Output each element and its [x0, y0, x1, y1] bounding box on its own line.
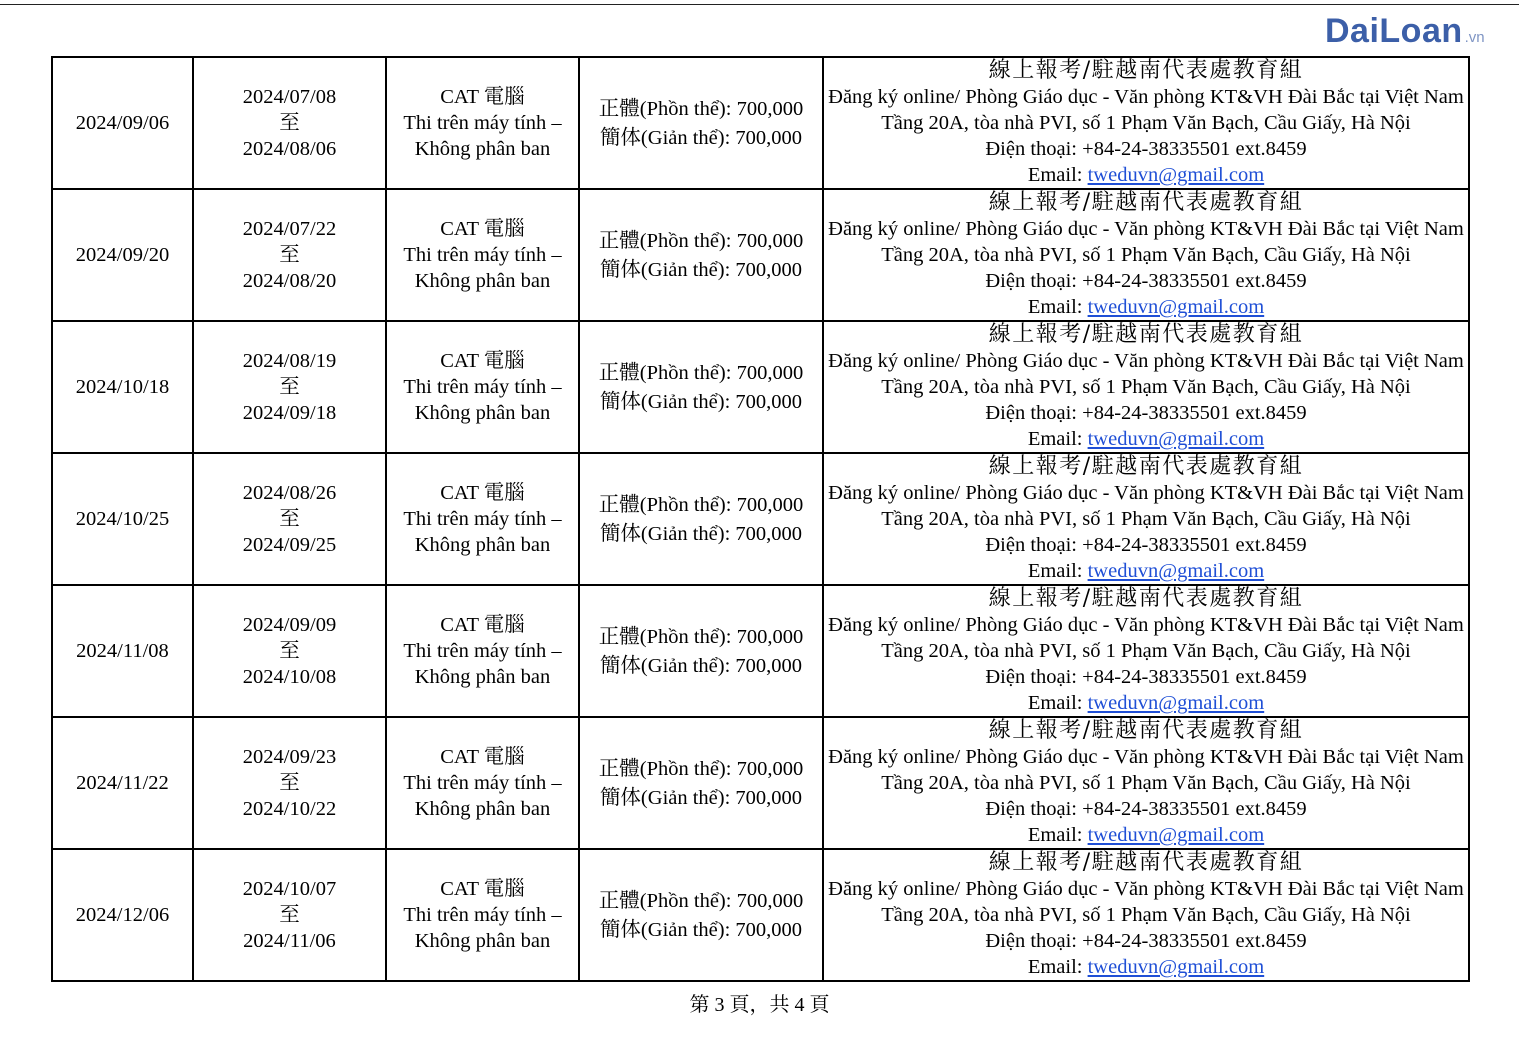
table-row: [52, 717, 1469, 849]
email-link[interactable]: tweduvn@gmail.com: [1087, 956, 1265, 978]
registration-start: 2024/10/07: [242, 878, 337, 900]
contact-cell: [823, 321, 1469, 453]
contact-office: Đăng ký online/ Phòng Giáo dục - Văn phòng KT&VH Đài Bắc tại Việt Nam: [828, 878, 1464, 900]
exam-type-name: CAT 電腦: [440, 878, 525, 900]
exam-schedule-table: [51, 56, 1470, 982]
exam-type-cell: [386, 189, 579, 321]
registration-end: 2024/10/08: [242, 666, 337, 688]
registration-period-cell: [193, 57, 386, 189]
fee-traditional: 正體(Phồn thể): 700,000: [598, 229, 804, 252]
registration-start: 2024/08/19: [242, 350, 337, 372]
page-number: 第 3 頁，共 4 頁: [689, 994, 830, 1016]
contact-heading: 線上報考/駐越南代表處教育組: [988, 58, 1304, 83]
exam-date-cell: [52, 453, 193, 585]
contact-address: Tầng 20A, tòa nhà PVI, số 1 Phạm Văn Bạch, Cầu Giấy, Hà Nội: [881, 244, 1411, 266]
contact-email-line: [824, 558, 1468, 584]
registration-end: 2024/09/25: [242, 534, 337, 556]
exam-type-cell: [386, 57, 579, 189]
fee-cell: [579, 453, 823, 585]
contact-office: Đăng ký online/ Phòng Giáo dục - Văn phòng KT&VH Đài Bắc tại Việt Nam: [828, 86, 1464, 108]
exam-date-cell: [52, 849, 193, 981]
exam-type-name: CAT 電腦: [440, 86, 525, 108]
table-row: [52, 585, 1469, 717]
exam-type-cell: [386, 717, 579, 849]
fee-traditional: 正體(Phồn thể): 700,000: [598, 889, 804, 912]
exam-type-cell: [386, 321, 579, 453]
contact-email-line: [824, 426, 1468, 452]
table-row: [52, 849, 1469, 981]
fee-simplified: 簡体(Giản thể): 700,000: [599, 390, 803, 413]
registration-to: 至: [279, 640, 300, 662]
fee-cell: [579, 57, 823, 189]
top-rule: [0, 4, 1519, 5]
registration-start: 2024/07/08: [242, 86, 337, 108]
contact-cell: [823, 585, 1469, 717]
registration-end: 2024/09/18: [242, 402, 337, 424]
exam-type-desc: Thi trên máy tính –: [403, 904, 562, 926]
contact-office: Đăng ký online/ Phòng Giáo dục - Văn phòng KT&VH Đài Bắc tại Việt Nam: [828, 614, 1464, 636]
contact-phone: Điện thoại: +84-24-38335501 ext.8459: [985, 534, 1307, 556]
email-label: Email:: [1027, 956, 1088, 978]
email-label: Email:: [1027, 164, 1088, 186]
dailoan-logo[interactable]: [1325, 12, 1485, 52]
fee-cell: [579, 717, 823, 849]
exam-type-note: Không phân ban: [414, 534, 551, 556]
fee-cell: [579, 849, 823, 981]
registration-end: 2024/08/06: [242, 138, 337, 160]
contact-cell: [823, 57, 1469, 189]
registration-to: 至: [279, 376, 300, 398]
fee-simplified: 簡体(Giản thể): 700,000: [599, 126, 803, 149]
exam-date-cell: [52, 57, 193, 189]
contact-phone: Điện thoại: +84-24-38335501 ext.8459: [985, 402, 1307, 424]
table-row: [52, 321, 1469, 453]
contact-address: Tầng 20A, tòa nhà PVI, số 1 Phạm Văn Bạch, Cầu Giấy, Hà Nội: [881, 508, 1411, 530]
contact-heading: 線上報考/駐越南代表處教育組: [988, 454, 1304, 479]
contact-heading: 線上報考/駐越南代表處教育組: [988, 718, 1304, 743]
exam-date-cell: [52, 321, 193, 453]
contact-office: Đăng ký online/ Phòng Giáo dục - Văn phòng KT&VH Đài Bắc tại Việt Nam: [828, 218, 1464, 240]
exam-type-note: Không phân ban: [414, 270, 551, 292]
contact-address: Tầng 20A, tòa nhà PVI, số 1 Phạm Văn Bạch, Cầu Giấy, Hà Nội: [881, 904, 1411, 926]
contact-phone: Điện thoại: +84-24-38335501 ext.8459: [985, 666, 1307, 688]
contact-heading: 線上報考/駐越南代表處教育組: [988, 586, 1304, 611]
contact-email-line: [824, 954, 1468, 980]
exam-date-cell: [52, 189, 193, 321]
email-link[interactable]: tweduvn@gmail.com: [1087, 164, 1265, 186]
contact-heading: 線上報考/駐越南代表處教育組: [988, 850, 1304, 875]
contact-address: Tầng 20A, tòa nhà PVI, số 1 Phạm Văn Bạch, Cầu Giấy, Hà Nội: [881, 376, 1411, 398]
contact-cell: [823, 849, 1469, 981]
contact-phone: Điện thoại: +84-24-38335501 ext.8459: [985, 930, 1307, 952]
registration-period-cell: [193, 585, 386, 717]
fee-cell: [579, 189, 823, 321]
exam-type-name: CAT 電腦: [440, 350, 525, 372]
fee-traditional: 正體(Phồn thể): 700,000: [598, 757, 804, 780]
exam-type-name: CAT 電腦: [440, 482, 525, 504]
contact-office: Đăng ký online/ Phòng Giáo dục - Văn phòng KT&VH Đài Bắc tại Việt Nam: [828, 350, 1464, 372]
exam-type-name: CAT 電腦: [440, 218, 525, 240]
table-row: [52, 189, 1469, 321]
email-link[interactable]: tweduvn@gmail.com: [1087, 824, 1265, 846]
exam-date: 2024/09/20: [75, 244, 170, 266]
contact-office: Đăng ký online/ Phòng Giáo dục - Văn phòng KT&VH Đài Bắc tại Việt Nam: [828, 746, 1464, 768]
exam-type-cell: [386, 849, 579, 981]
logo-brand: DaiLoan: [1325, 12, 1463, 50]
exam-type-cell: [386, 585, 579, 717]
exam-date: 2024/11/22: [76, 772, 169, 794]
exam-date: 2024/11/08: [76, 640, 169, 662]
contact-heading: 線上報考/駐越南代表處教育組: [988, 322, 1304, 347]
registration-start: 2024/09/09: [242, 614, 337, 636]
exam-date: 2024/10/18: [75, 376, 170, 398]
fee-cell: [579, 321, 823, 453]
contact-cell: [823, 717, 1469, 849]
email-label: Email:: [1027, 560, 1088, 582]
exam-type-note: Không phân ban: [414, 930, 551, 952]
exam-type-note: Không phân ban: [414, 138, 551, 160]
exam-type-cell: [386, 453, 579, 585]
exam-type-desc: Thi trên máy tính –: [403, 112, 562, 134]
contact-cell: [823, 453, 1469, 585]
fee-simplified: 簡体(Giản thể): 700,000: [599, 918, 803, 941]
table-row: [52, 57, 1469, 189]
exam-type-name: CAT 電腦: [440, 614, 525, 636]
registration-to: 至: [279, 904, 300, 926]
exam-type-name: CAT 電腦: [440, 746, 525, 768]
fee-cell: [579, 585, 823, 717]
registration-period-cell: [193, 453, 386, 585]
contact-address: Tầng 20A, tòa nhà PVI, số 1 Phạm Văn Bạch, Cầu Giấy, Hà Nội: [881, 772, 1411, 794]
fee-simplified: 簡体(Giản thể): 700,000: [599, 258, 803, 281]
contact-heading: 線上報考/駐越南代表處教育組: [988, 190, 1304, 215]
registration-period-cell: [193, 189, 386, 321]
exam-date: 2024/12/06: [75, 904, 170, 926]
registration-start: 2024/08/26: [242, 482, 337, 504]
registration-period-cell: [193, 849, 386, 981]
registration-end: 2024/10/22: [242, 798, 337, 820]
contact-cell: [823, 189, 1469, 321]
contact-office: Đăng ký online/ Phòng Giáo dục - Văn phòng KT&VH Đài Bắc tại Việt Nam: [828, 482, 1464, 504]
registration-start: 2024/07/22: [242, 218, 337, 240]
registration-to: 至: [279, 112, 300, 134]
fee-simplified: 簡体(Giản thể): 700,000: [599, 654, 803, 677]
contact-email-line: [824, 690, 1468, 716]
fee-traditional: 正體(Phồn thể): 700,000: [598, 361, 804, 384]
registration-to: 至: [279, 772, 300, 794]
email-label: Email:: [1027, 824, 1088, 846]
exam-type-desc: Thi trên máy tính –: [403, 772, 562, 794]
registration-period-cell: [193, 717, 386, 849]
exam-type-note: Không phân ban: [414, 666, 551, 688]
contact-address: Tầng 20A, tòa nhà PVI, số 1 Phạm Văn Bạch, Cầu Giấy, Hà Nội: [881, 112, 1411, 134]
registration-end: 2024/11/06: [243, 930, 336, 952]
registration-to: 至: [279, 508, 300, 530]
exam-date-cell: [52, 717, 193, 849]
registration-to: 至: [279, 244, 300, 266]
email-link[interactable]: tweduvn@gmail.com: [1087, 692, 1265, 714]
exam-type-desc: Thi trên máy tính –: [403, 508, 562, 530]
registration-end: 2024/08/20: [242, 270, 337, 292]
email-label: Email:: [1027, 692, 1088, 714]
contact-email-line: [824, 294, 1468, 320]
exam-type-note: Không phân ban: [414, 798, 551, 820]
email-link[interactable]: tweduvn@gmail.com: [1087, 428, 1265, 450]
exam-date-cell: [52, 585, 193, 717]
exam-type-desc: Thi trên máy tính –: [403, 244, 562, 266]
email-link[interactable]: tweduvn@gmail.com: [1087, 560, 1265, 582]
table-row: [52, 453, 1469, 585]
email-link[interactable]: tweduvn@gmail.com: [1087, 296, 1265, 318]
email-label: Email:: [1027, 296, 1088, 318]
exam-date: 2024/09/06: [75, 112, 170, 134]
fee-traditional: 正體(Phồn thể): 700,000: [598, 493, 804, 516]
fee-traditional: 正體(Phồn thể): 700,000: [598, 97, 804, 120]
registration-start: 2024/09/23: [242, 746, 337, 768]
logo-tld: .vn: [1464, 29, 1485, 46]
fee-simplified: 簡体(Giản thể): 700,000: [599, 786, 803, 809]
contact-phone: Điện thoại: +84-24-38335501 ext.8459: [985, 138, 1307, 160]
contact-phone: Điện thoại: +84-24-38335501 ext.8459: [985, 270, 1307, 292]
fee-simplified: 簡体(Giản thể): 700,000: [599, 522, 803, 545]
email-label: Email:: [1027, 428, 1088, 450]
fee-traditional: 正體(Phồn thể): 700,000: [598, 625, 804, 648]
contact-phone: Điện thoại: +84-24-38335501 ext.8459: [985, 798, 1307, 820]
exam-type-desc: Thi trên máy tính –: [403, 376, 562, 398]
exam-type-note: Không phân ban: [414, 402, 551, 424]
exam-type-desc: Thi trên máy tính –: [403, 640, 562, 662]
contact-address: Tầng 20A, tòa nhà PVI, số 1 Phạm Văn Bạch, Cầu Giấy, Hà Nội: [881, 640, 1411, 662]
exam-date: 2024/10/25: [75, 508, 170, 530]
contact-email-line: [824, 822, 1468, 848]
contact-email-line: [824, 162, 1468, 188]
registration-period-cell: [193, 321, 386, 453]
